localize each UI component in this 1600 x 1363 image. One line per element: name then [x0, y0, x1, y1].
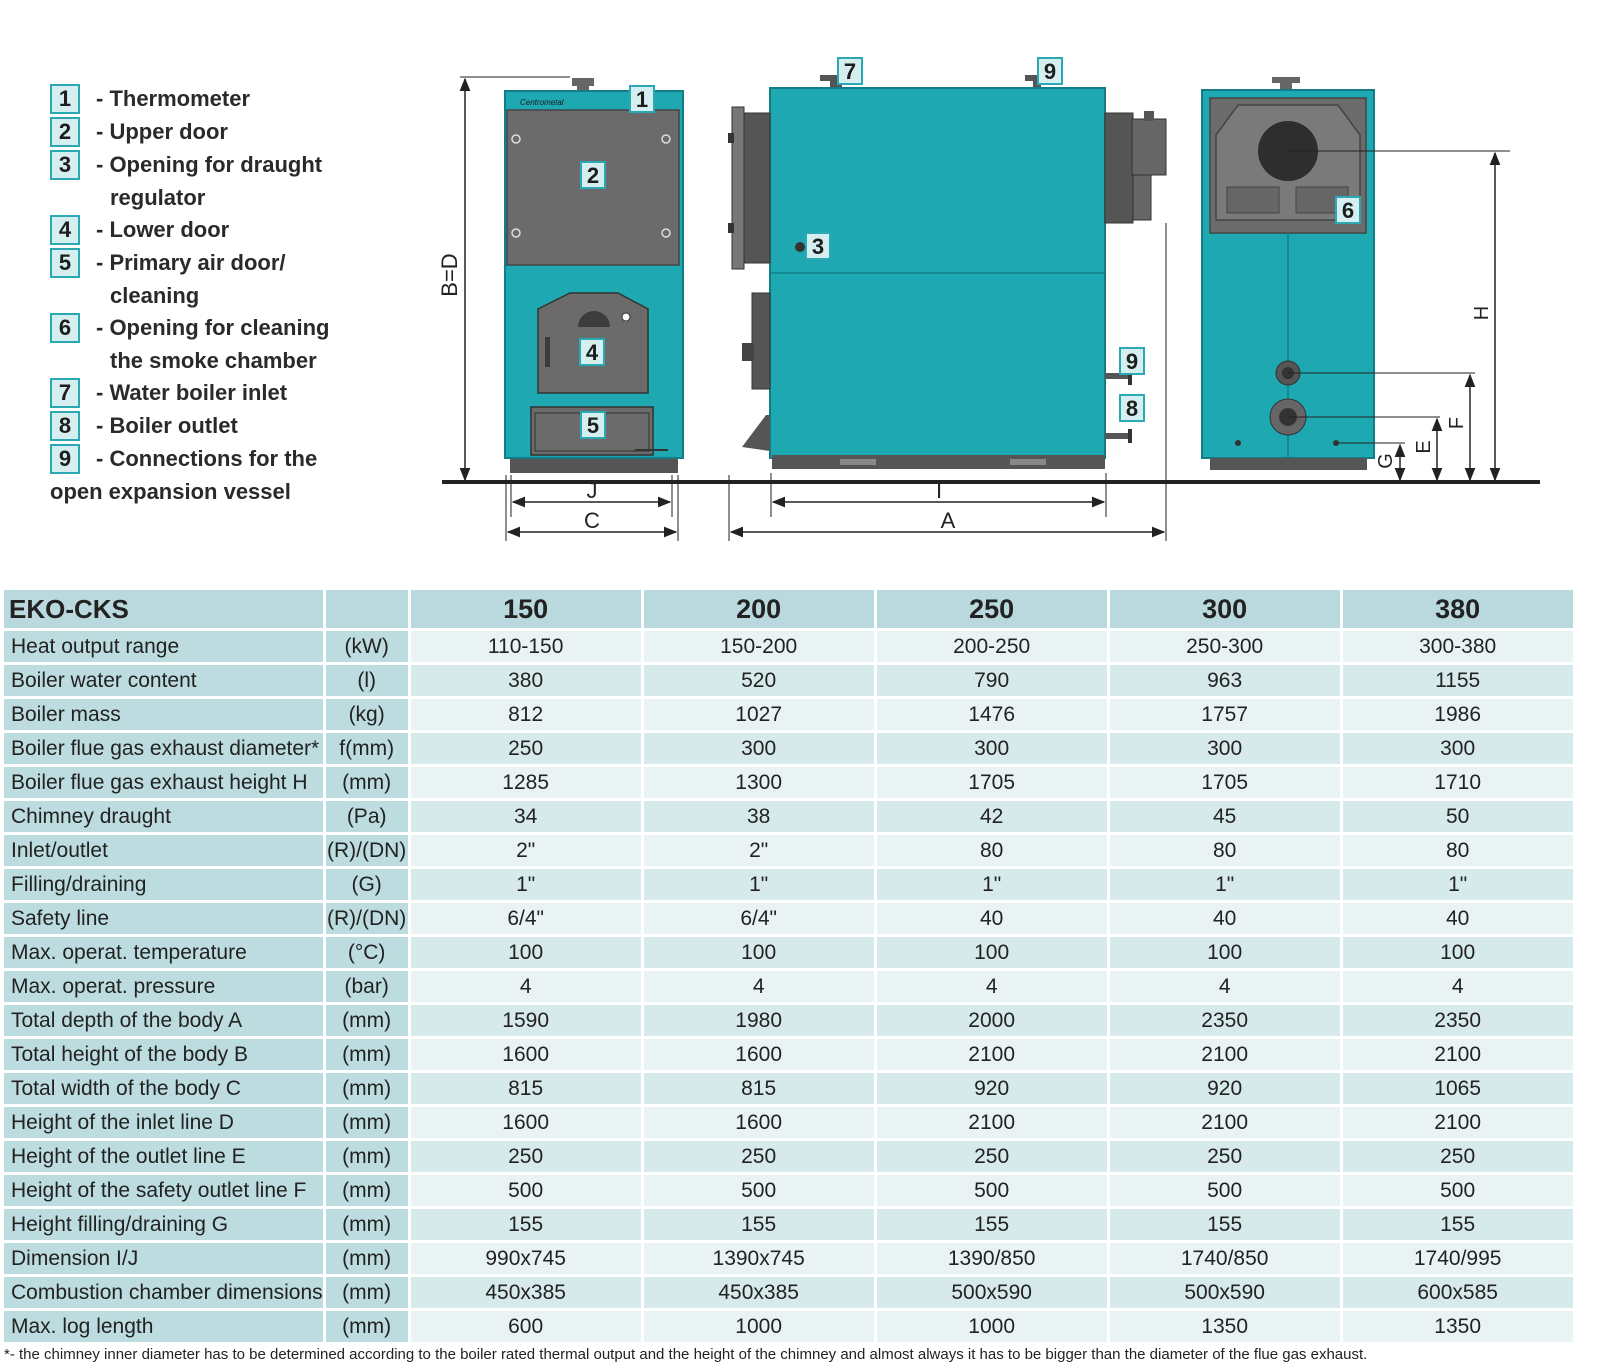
- legend-item-smoke-chamber: [50, 313, 329, 377]
- parameter-value: 815: [411, 1073, 644, 1107]
- callout-5: [581, 412, 605, 438]
- table-row: [4, 699, 1576, 733]
- legend-label: - Boiler outlet: [96, 413, 238, 438]
- parameter-value: 500: [1110, 1175, 1343, 1209]
- parameter-value: 4: [1343, 971, 1576, 1005]
- parameter-value: 250-300: [1110, 631, 1343, 665]
- parameter-unit: (Pa): [326, 801, 411, 835]
- legend-label-continued: regulator: [110, 185, 206, 210]
- callout-4: [580, 339, 604, 365]
- parameter-value: 42: [877, 801, 1110, 835]
- table-row: [4, 1209, 1576, 1243]
- parameter-value: 500: [644, 1175, 877, 1209]
- parameter-name: Height of the safety outlet line F: [4, 1175, 326, 1209]
- table-row: [4, 1277, 1576, 1311]
- legend-item-expansion-vessel: [50, 444, 317, 508]
- legend-label: - Opening for cleaning: [96, 315, 330, 340]
- svg-text:8: 8: [1125, 396, 1139, 421]
- parameter-value: 100: [411, 937, 644, 971]
- parameter-value: 2100: [877, 1107, 1110, 1141]
- parameter-value: 520: [644, 665, 877, 699]
- parameter-value: 300: [877, 733, 1110, 767]
- parameter-value: 300: [644, 733, 877, 767]
- parameter-value: 155: [411, 1209, 644, 1243]
- parameter-unit: (mm): [326, 1107, 411, 1141]
- parameter-value: 4: [1110, 971, 1343, 1005]
- parameter-value: 300: [1110, 733, 1343, 767]
- parameter-name: Height of the inlet line D: [4, 1107, 326, 1141]
- parameter-value: 4: [644, 971, 877, 1005]
- unit-header: [326, 590, 411, 631]
- parameter-value: 1350: [1343, 1311, 1576, 1345]
- spec-table: [4, 590, 1576, 1345]
- parameter-unit: (mm): [326, 1311, 411, 1345]
- parameter-value: 250: [1343, 1141, 1576, 1175]
- parameter-value: 1": [644, 869, 877, 903]
- parameter-value: 80: [1343, 835, 1576, 869]
- parameter-value: 1155: [1343, 665, 1576, 699]
- table-row: [4, 665, 1576, 699]
- parameter-name: Max. operat. temperature: [4, 937, 326, 971]
- legend-item-primary-air-door: [50, 248, 286, 312]
- parameter-unit: (l): [326, 665, 411, 699]
- legend-item-boiler-outlet: [50, 411, 238, 442]
- parameter-value: 250: [644, 1141, 877, 1175]
- legend-item-draught-regulator: [50, 150, 322, 214]
- parameter-value: 110-150: [411, 631, 644, 665]
- table-row: [4, 801, 1576, 835]
- model-header: 380: [1343, 590, 1576, 631]
- table-row: [4, 1243, 1576, 1277]
- parameter-value: 1740/995: [1343, 1243, 1576, 1277]
- parameter-value: 500: [411, 1175, 644, 1209]
- parameter-value: 1600: [644, 1107, 877, 1141]
- parameter-unit: (mm): [326, 1141, 411, 1175]
- table-row: [4, 1005, 1576, 1039]
- parameter-value: 40: [1343, 903, 1576, 937]
- table-row: [4, 869, 1576, 903]
- parameter-name: Safety line: [4, 903, 326, 937]
- parameter-name: Max. log length: [4, 1311, 326, 1345]
- parameter-name: Total width of the body C: [4, 1073, 326, 1107]
- table-row: [4, 733, 1576, 767]
- parameter-value: 1390x745: [644, 1243, 877, 1277]
- parameter-name: Boiler water content: [4, 665, 326, 699]
- table-row: [4, 971, 1576, 1005]
- parameter-value: 990x745: [411, 1243, 644, 1277]
- legend-number: 2: [50, 117, 80, 147]
- callout-6: [1336, 197, 1360, 223]
- table-row: [4, 1107, 1576, 1141]
- parameter-unit: (mm): [326, 1243, 411, 1277]
- svg-text:6: 6: [1341, 198, 1355, 223]
- parameter-value: 600x585: [1343, 1277, 1576, 1311]
- svg-text:3: 3: [811, 234, 825, 259]
- parameter-value: 1350: [1110, 1311, 1343, 1345]
- parameter-unit: (R)/(DN): [326, 903, 411, 937]
- legend-label: - Upper door: [96, 119, 228, 144]
- parameter-value: 1986: [1343, 699, 1576, 733]
- table-row: [4, 1039, 1576, 1073]
- legend-number: 8: [50, 411, 80, 441]
- parameter-value: 815: [644, 1073, 877, 1107]
- parameter-value: 155: [644, 1209, 877, 1243]
- svg-text:5: 5: [586, 413, 600, 438]
- parameter-value: 500: [877, 1175, 1110, 1209]
- svg-text:2: 2: [586, 163, 600, 188]
- parameter-unit: f(mm): [326, 733, 411, 767]
- parameter-value: 920: [1110, 1073, 1343, 1107]
- parameter-value: 80: [1110, 835, 1343, 869]
- parameter-value: 155: [1343, 1209, 1576, 1243]
- parameter-value: 963: [1110, 665, 1343, 699]
- parameter-value: 100: [644, 937, 877, 971]
- parameter-value: 1705: [1110, 767, 1343, 801]
- dim-label-bd: B=D: [437, 253, 462, 297]
- parameter-value: 4: [411, 971, 644, 1005]
- parameter-name: Inlet/outlet: [4, 835, 326, 869]
- parameter-value: 45: [1110, 801, 1343, 835]
- legend-number: 3: [50, 150, 80, 180]
- parameter-value: 100: [877, 937, 1110, 971]
- table-row: [4, 767, 1576, 801]
- parameter-value: 2350: [1110, 1005, 1343, 1039]
- boiler-diagram: [430, 55, 1550, 555]
- parameter-unit: (kW): [326, 631, 411, 665]
- parameter-unit: (mm): [326, 1039, 411, 1073]
- parameter-unit: (°C): [326, 937, 411, 971]
- legend-label-continued: cleaning: [110, 283, 200, 308]
- parameter-value: 380: [411, 665, 644, 699]
- parameter-value: 80: [877, 835, 1110, 869]
- dim-label-h: H: [1471, 305, 1493, 321]
- callout-9-top: [1038, 58, 1062, 84]
- parameter-value: 1600: [411, 1107, 644, 1141]
- legend-label: - Connections for the: [96, 446, 318, 471]
- model-header: 200: [644, 590, 877, 631]
- parameter-value: 1600: [411, 1039, 644, 1073]
- callout-3: [806, 233, 830, 259]
- table-header-row: [4, 590, 1576, 631]
- parameter-unit: (mm): [326, 1277, 411, 1311]
- parameter-name: Chimney draught: [4, 801, 326, 835]
- parameter-value: 1065: [1343, 1073, 1576, 1107]
- parameter-value: 1027: [644, 699, 877, 733]
- parameter-value: 250: [411, 1141, 644, 1175]
- parameter-value: 155: [877, 1209, 1110, 1243]
- parameter-value: 2100: [1343, 1039, 1576, 1073]
- model-header: 300: [1110, 590, 1343, 631]
- parameter-unit: (G): [326, 869, 411, 903]
- table-row: [4, 835, 1576, 869]
- legend-item-thermometer: [50, 84, 250, 115]
- parameter-unit: (kg): [326, 699, 411, 733]
- svg-text:7: 7: [843, 59, 857, 84]
- parameter-value: 2100: [1110, 1039, 1343, 1073]
- dim-label-j: J: [586, 478, 598, 503]
- parameter-value: 500x590: [1110, 1277, 1343, 1311]
- parameter-value: 1000: [877, 1311, 1110, 1345]
- legend-label: - Water boiler inlet: [96, 380, 288, 405]
- table-row: [4, 903, 1576, 937]
- table-row: [4, 1073, 1576, 1107]
- brand-logo: Centrometal: [520, 98, 564, 107]
- parameter-value: 100: [1343, 937, 1576, 971]
- parameter-value: 100: [1110, 937, 1343, 971]
- parameter-value: 50: [1343, 801, 1576, 835]
- parameter-value: 2": [644, 835, 877, 869]
- legend-number: 1: [50, 84, 80, 114]
- parameter-value: 40: [1110, 903, 1343, 937]
- parameter-value: 450x385: [644, 1277, 877, 1311]
- parameter-value: 6/4": [644, 903, 877, 937]
- parameter-value: 40: [877, 903, 1110, 937]
- callout-9-rear: [1120, 348, 1144, 374]
- parameter-value: 155: [1110, 1209, 1343, 1243]
- parameter-value: 250: [1110, 1141, 1343, 1175]
- legend-number: 5: [50, 248, 80, 278]
- parameter-value: 1285: [411, 767, 644, 801]
- parameter-value: 250: [411, 733, 644, 767]
- parameter-value: 600: [411, 1311, 644, 1345]
- dim-label-g: G: [1375, 453, 1397, 469]
- parameter-value: 1740/850: [1110, 1243, 1343, 1277]
- parameter-value: 2100: [1110, 1107, 1343, 1141]
- parameter-value: 1300: [644, 767, 877, 801]
- dim-label-i: I: [935, 478, 943, 503]
- parameter-value: 1600: [644, 1039, 877, 1073]
- parameter-value: 300: [1343, 733, 1576, 767]
- parameter-value: 920: [877, 1073, 1110, 1107]
- parameter-value: 1000: [644, 1311, 877, 1345]
- parameter-value: 2": [411, 835, 644, 869]
- parameter-value: 1": [1110, 869, 1343, 903]
- legend-item-water-inlet: [50, 378, 287, 409]
- parameter-unit: (mm): [326, 1209, 411, 1243]
- callout-8: [1120, 395, 1144, 421]
- parameter-value: 1": [1343, 869, 1576, 903]
- parameter-value: 1980: [644, 1005, 877, 1039]
- parameter-unit: (mm): [326, 767, 411, 801]
- parameter-name: Boiler mass: [4, 699, 326, 733]
- legend-label-continued: the smoke chamber: [110, 348, 317, 373]
- legend-item-lower-door: [50, 215, 229, 246]
- parameter-value: 2350: [1343, 1005, 1576, 1039]
- back-view: [1202, 77, 1374, 470]
- table-row: [4, 631, 1576, 665]
- svg-text:9: 9: [1125, 349, 1139, 374]
- parameter-name: Heat output range: [4, 631, 326, 665]
- parameter-value: 1710: [1343, 767, 1576, 801]
- legend-label: - Lower door: [96, 217, 230, 242]
- table-row: [4, 1175, 1576, 1209]
- callout-1: [630, 86, 654, 112]
- legend-label: - Primary air door/: [96, 250, 286, 275]
- parameter-value: 500: [1343, 1175, 1576, 1209]
- parameter-name: Filling/draining: [4, 869, 326, 903]
- parameter-value: 34: [411, 801, 644, 835]
- svg-text:1: 1: [635, 87, 649, 112]
- legend-number: 7: [50, 378, 80, 408]
- svg-text:9: 9: [1043, 59, 1057, 84]
- callout-2: [581, 162, 605, 188]
- parameter-name: Combustion chamber dimensions: [4, 1277, 326, 1311]
- parameter-value: 1705: [877, 767, 1110, 801]
- parameter-value: 450x385: [411, 1277, 644, 1311]
- parameter-name: Max. operat. pressure: [4, 971, 326, 1005]
- svg-text:4: 4: [585, 340, 599, 365]
- dim-label-c: C: [584, 508, 600, 533]
- parameter-value: 2100: [877, 1039, 1110, 1073]
- parameter-name: Boiler flue gas exhaust height H: [4, 767, 326, 801]
- model-header: 250: [877, 590, 1110, 631]
- parameter-unit: (mm): [326, 1073, 411, 1107]
- parameter-value: 2000: [877, 1005, 1110, 1039]
- legend-item-upper-door: [50, 117, 228, 148]
- parameter-value: 2100: [1343, 1107, 1576, 1141]
- parameter-unit: (R)/(DN): [326, 835, 411, 869]
- parameter-value: 300-380: [1343, 631, 1576, 665]
- legend-number: 6: [50, 313, 80, 343]
- parameter-name: Dimension I/J: [4, 1243, 326, 1277]
- parameter-unit: (mm): [326, 1005, 411, 1039]
- parameter-name: Height filling/draining G: [4, 1209, 326, 1243]
- parameter-value: 1390/850: [877, 1243, 1110, 1277]
- parameter-value: 1": [411, 869, 644, 903]
- side-view: [728, 75, 1166, 469]
- parameter-value: 150-200: [644, 631, 877, 665]
- parameter-name: Boiler flue gas exhaust diameter*: [4, 733, 326, 767]
- table-row: [4, 937, 1576, 971]
- legend-number: 9: [50, 444, 80, 474]
- dim-label-f: F: [1446, 416, 1468, 430]
- table-row: [4, 1141, 1576, 1175]
- callout-7: [838, 58, 862, 84]
- footnote: *- the chimney inner diameter has to be determined according to the boiler rated thermal output and the height of the chimney and almost always it has to be bigger than the diameter of the flue gas exhaust.: [4, 1346, 1368, 1363]
- parameter-name: Total height of the body B: [4, 1039, 326, 1073]
- model-header: 150: [411, 590, 644, 631]
- parameter-value: 38: [644, 801, 877, 835]
- parameter-value: 1590: [411, 1005, 644, 1039]
- parameter-name: Height of the outlet line E: [4, 1141, 326, 1175]
- parameter-value: 200-250: [877, 631, 1110, 665]
- parameter-value: 812: [411, 699, 644, 733]
- legend-label: - Thermometer: [96, 86, 251, 111]
- legend-label: - Opening for draught: [96, 152, 323, 177]
- parameter-unit: (bar): [326, 971, 411, 1005]
- legend-number: 4: [50, 215, 80, 245]
- parameter-value: 4: [877, 971, 1110, 1005]
- legend-label-continued: open expansion vessel: [50, 479, 291, 504]
- parameter-value: 6/4": [411, 903, 644, 937]
- parameter-value: 790: [877, 665, 1110, 699]
- parameter-value: 1476: [877, 699, 1110, 733]
- model-series-label: EKO-CKS: [4, 590, 326, 631]
- dim-label-e: E: [1413, 440, 1435, 454]
- table-row: [4, 1311, 1576, 1345]
- parameter-value: 250: [877, 1141, 1110, 1175]
- parameter-name: Total depth of the body A: [4, 1005, 326, 1039]
- parameter-unit: (mm): [326, 1175, 411, 1209]
- dim-label-a: A: [940, 508, 956, 533]
- parameter-value: 1": [877, 869, 1110, 903]
- parameter-value: 1757: [1110, 699, 1343, 733]
- parameter-value: 500x590: [877, 1277, 1110, 1311]
